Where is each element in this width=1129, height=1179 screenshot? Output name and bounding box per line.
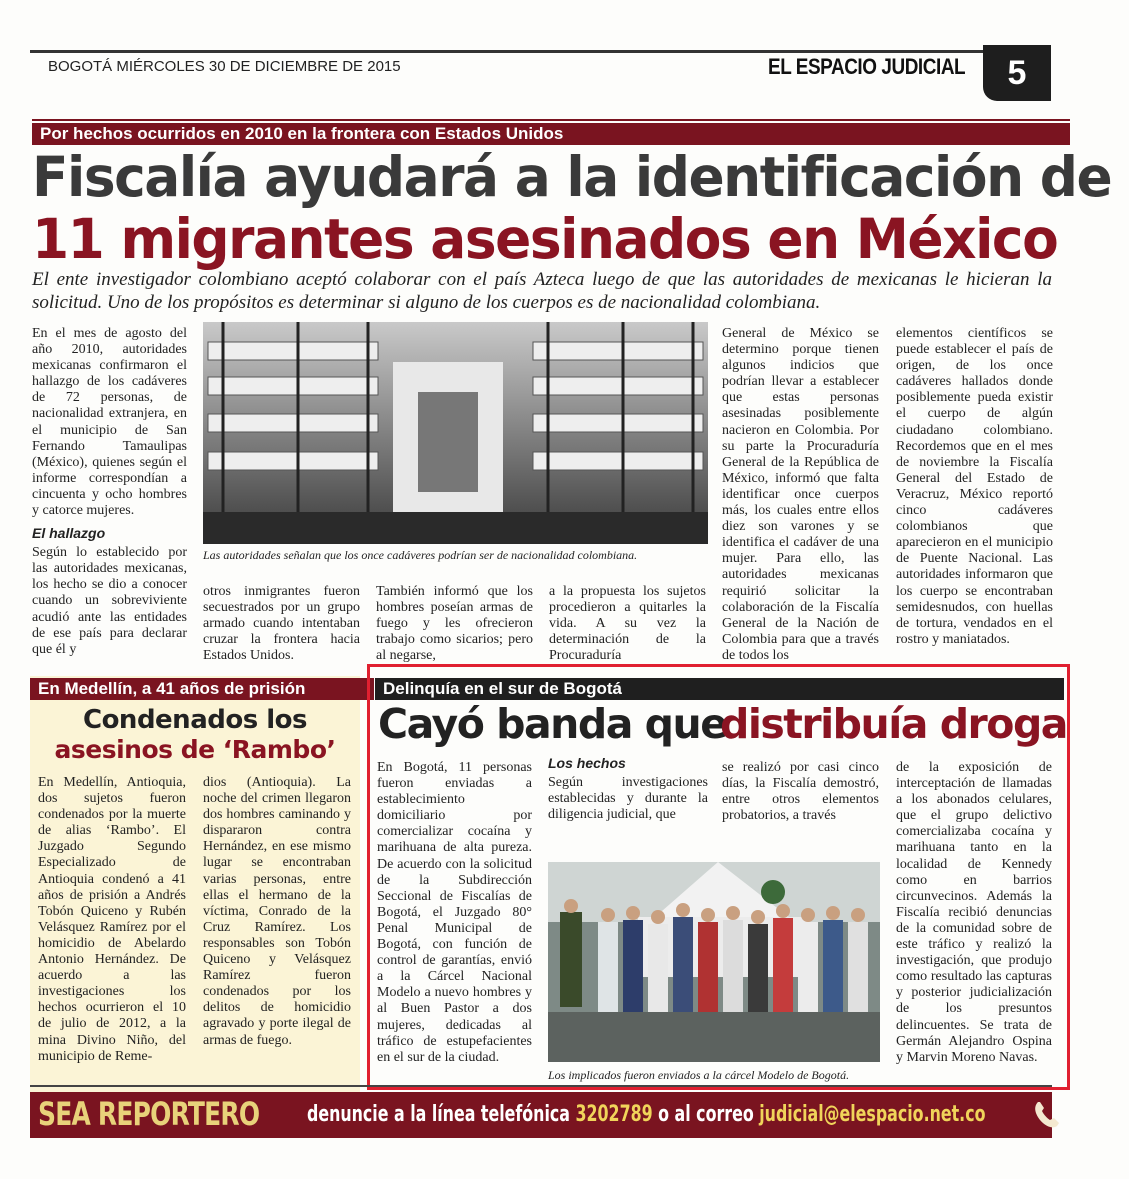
main-col1-paragraph2: Según lo establecido por las autoridades mexicanas, los hecho se dio a conocer cuando un sobreviviente acudió ante las entidades de ese país para declarar que él y [32, 545, 187, 657]
bogota-column-4: de la exposición de interceptación de llamadas a los abonados celulares, que el grupo delictivo comercializaba cocaína y marihuana tanto en la localidad de Kennedy como en barrios circunvecinos. Además la Fiscalía recibió denuncias de la comunidad sobre de este tráfico y realizó la investigación, que produjo como resultado las capturas y posterior judicialización de los presuntos delincuentes. Se trata de Germán Alejandro Ospina y Marvin Moreno Navas. [896, 760, 1052, 1065]
main-headline-line1: Fiscalía ayudará a la identificación de [32, 145, 1112, 209]
medellin-column-2: dios (Antioquia). La noche del crimen llegaron dos hombres caminando y dispararon contra Hernández, en ese mismo lugar se encontraban varias personas, entre ellas el hermano de la víctima, Conrado de la Cruz Ramírez. Los responsables son Tobón Quiceno y Velásquez Ramírez fueron condenados por los delitos de homicidio agravado y porte ilegal de armas de fuego. [203, 775, 351, 1048]
main-column-3: También informó que los hombres poseían armas de fuego y les ofrecieron trabajo como sicarios; pero al negarse, [376, 584, 533, 664]
issue-date: BOGOTÁ MIÉRCOLES 30 DE DICIEMBRE DE 2015 [48, 58, 401, 75]
banner-phone: 3202789 [575, 1102, 653, 1127]
bogota-column-1: En Bogotá, 11 personas fueron enviadas a establecimiento domiciliario por comercializar cocaína y marihuana de alta pureza. De acuerdo con la solicitud de la Subdirección Seccional de Fiscalías de Bogotá, el Juzgado 80° Penal Municipal de Bogotá, con función de control de garantías, envió a la Cárcel Nacional Modelo a nuevo hombres y al Buen Pastor a dos mujeres, dedicadas al tráfico de estupefacientes en el sur de la ciudad. [377, 760, 532, 1065]
main-column-5: General de México se determino porque tienen algunos indicios que podrían llevar a establecer que estas personas asesinadas posiblemente nacieron en Colombia. Por su parte la Procuraduría General de la República de México, informó que falta identificar once cuerpos más, los cuales entre ellos diez son varones y se identifica el cadáver de una mujer. Para ello, las autoridades mexicanas requirió solicitar la colaboración de la Fiscalía General de la Nación de Colombia para que a través de todos los [722, 326, 879, 663]
main-headline-line2: 11 migrantes asesinados en México [32, 207, 1058, 271]
bogota-headline-part1: Cayó banda que [378, 700, 727, 748]
bottom-rule [30, 1085, 1052, 1087]
medellin-column-1: En Medellín, Antioquia, dos sujetos fueron condenados por la muerte de alias ‘Rambo’. El Juzgado Segundo Especializado de Antioquia condenó a 41 años de prisión a Andrés Tobón Quiceno y Rubén Velásquez Ramírez por el homicidio de Abelardo Antonio Hernández. De acuerdo a las investigaciones los hechos ocurrieron el 10 de julio de 2012, a la mina Divino Niño, del municipio de Reme- [38, 775, 186, 1064]
newspaper-name: EL ESPACIO JUDICIAL [768, 54, 966, 79]
main-subhead: El hallazgo [32, 525, 106, 542]
medellin-headline-line1: Condenados los [82, 705, 307, 735]
main-deck: El ente investigador colombiano aceptó colaborar con el país Azteca luego de que las autoridades de mexicanas le hicieran la solicitud. Uno de los propósitos es determinar si alguno de los cuerpos es de nacionalidad colombiana. [32, 269, 1052, 313]
banner-email: judicial@elespacio.net.co [759, 1102, 986, 1127]
medellin-kicker: En Medellín, a 41 años de prisión [30, 678, 374, 700]
morgue-photo-caption: Las autoridades señalan que los once cadáveres podrían ser de nacionalidad colombiana. [203, 548, 638, 562]
bogota-column-2 [548, 755, 708, 823]
bogota-headline-part2: distribuía droga [720, 700, 1067, 748]
banner-text-part1: denuncie a la línea telefónica [307, 1102, 570, 1127]
bogota-kicker: Delinquía en el sur de Bogotá [375, 678, 1064, 700]
main-column-2: otros inmigrantes fueron secuestrados por un grupo armado cuando intentaban cruzar la frontera hacia Estados Unidos. [203, 584, 360, 664]
arrest-photo-caption: Los implicados fueron enviados a la cárcel Modelo de Bogotá. [548, 1068, 850, 1082]
main-col1-paragraph: En el mes de agosto del año 2010, autoridades mexicanas confirmaron el hallazgo de los cadáveres de 72 personas, de nacionalidad extranjera, en el municipio de San Fernando Tamaulipas (México), quienes según el informe correspondían a cincuenta y ocho hombres y catorce mujeres. [32, 326, 187, 519]
banner-title: SEA REPORTERO [38, 1095, 260, 1133]
main-column-4: a la propuesta los sujetos procedieron a quitarles la vida. A su vez la determinación de la Procuraduría [549, 584, 706, 664]
phone-icon [1030, 1098, 1064, 1132]
banner-text [307, 1102, 985, 1127]
main-kicker: Por hechos ocurridos en 2010 en la frontera con Estados Unidos [32, 123, 1070, 145]
morgue-photo [203, 322, 708, 544]
header-rule [30, 50, 1050, 53]
page-number: 5 [983, 45, 1051, 101]
arrest-photo [548, 862, 880, 1062]
medellin-headline-line2: asesinos de ‘Rambo’ [54, 735, 336, 764]
main-column-6: elementos científicos se puede establecer el país de origen, de los once cadáveres hallados donde posiblemente pueda existir el cuerpo de algún ciudadano colombiano. Recordemos que en el mes de noviembre la Fiscalía General del Estado de Veracruz, México reportó cinco cadáveres colombianos que aparecieron en el municipio de Puente Nacional. Las autoridades informaron que los cuerpo se encontraban semidesnudos, con huellas de tortura, vendados en el rostro y maniatados. [896, 326, 1053, 647]
bogota-column-3: se realizó por casi cinco días, la Fiscalía demostró, entre otros elementos probatorios, a través [722, 760, 879, 824]
banner-text-part2: o al correo [658, 1102, 754, 1127]
bogota-subhead: Los hechos [548, 755, 626, 771]
main-column-1 [32, 326, 187, 658]
sea-reportero-banner [30, 1092, 1052, 1138]
bogota-col2-paragraph: Según investigaciones establecidas y durante la diligencia judicial, que [548, 775, 708, 823]
kicker-rule [32, 119, 1070, 121]
